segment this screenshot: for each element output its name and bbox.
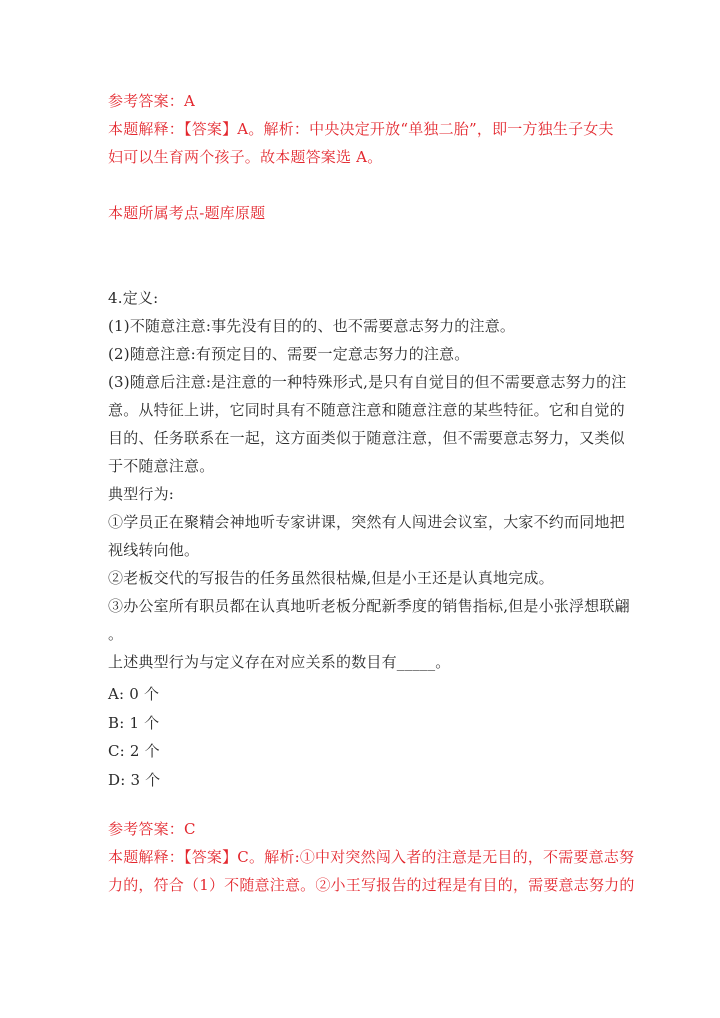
explanation-line: 本题解释：【答案】C。解析:①中对突然闯入者的注意是无目的，不需要意志努	[108, 848, 635, 866]
reference-answer: 参考答案：A	[108, 92, 196, 110]
question-line: 。	[108, 625, 124, 643]
option-b: B: 1 个	[108, 713, 160, 732]
question-line: 目的、任务联系在一起，这方面类似于随意注意，但不需要意志努力，又类似	[108, 429, 625, 447]
question-line: ②老板交代的写报告的任务虽然很枯燥,但是小王还是认真地完成。	[108, 569, 554, 587]
option-d: D: 3 个	[108, 770, 161, 789]
question-line: 典型行为:	[108, 485, 175, 503]
explanation-line: 力的，符合（1）不随意注意。②小王写报告的过程是有目的，需要意志努力的	[108, 876, 635, 894]
question-prompt: 上述典型行为与定义存在对应关系的数目有_____。	[108, 653, 451, 671]
q4-answer-block	[108, 815, 635, 899]
question-line: (1)不随意注意:事先没有目的的、也不需要意志努力的注意。	[108, 317, 516, 335]
question-line: 4.定义:	[108, 289, 159, 307]
question-source: 本题所属考点-题库原题	[108, 204, 266, 222]
question-line: ①学员正在聚精会神地听专家讲课，突然有人闯进会议室，大家不约而同地把	[108, 513, 625, 531]
question-line: 于不随意注意。	[108, 457, 215, 475]
question-4	[108, 284, 628, 794]
question-line: 意。从特征上讲，它同时具有不随意注意和随意注意的某些特征。它和自觉的	[108, 401, 625, 419]
question-line: (2)随意注意:有预定目的、需要一定意志努力的注意。	[108, 345, 470, 363]
explanation-line: 本题解释：【答案】A。解析：中央决定开放“单独二胎”，即一方独生子女夫	[108, 120, 614, 138]
question-line: ③办公室所有职员都在认真地听老板分配新季度的销售指标,但是小张浮想联翩	[108, 597, 630, 615]
option-a: A: 0 个	[108, 685, 160, 703]
reference-answer: 参考答案：C	[108, 820, 196, 838]
option-c: C: 2 个	[108, 742, 160, 760]
q3-answer-block	[108, 87, 628, 227]
explanation-line: 妇可以生育两个孩子。故本题答案选 A。	[108, 148, 383, 166]
question-line: 视线转向他。	[108, 541, 200, 559]
question-line: (3)随意后注意:是注意的一种特殊形式,是只有自觉目的但不需要意志努力的注	[108, 373, 627, 391]
